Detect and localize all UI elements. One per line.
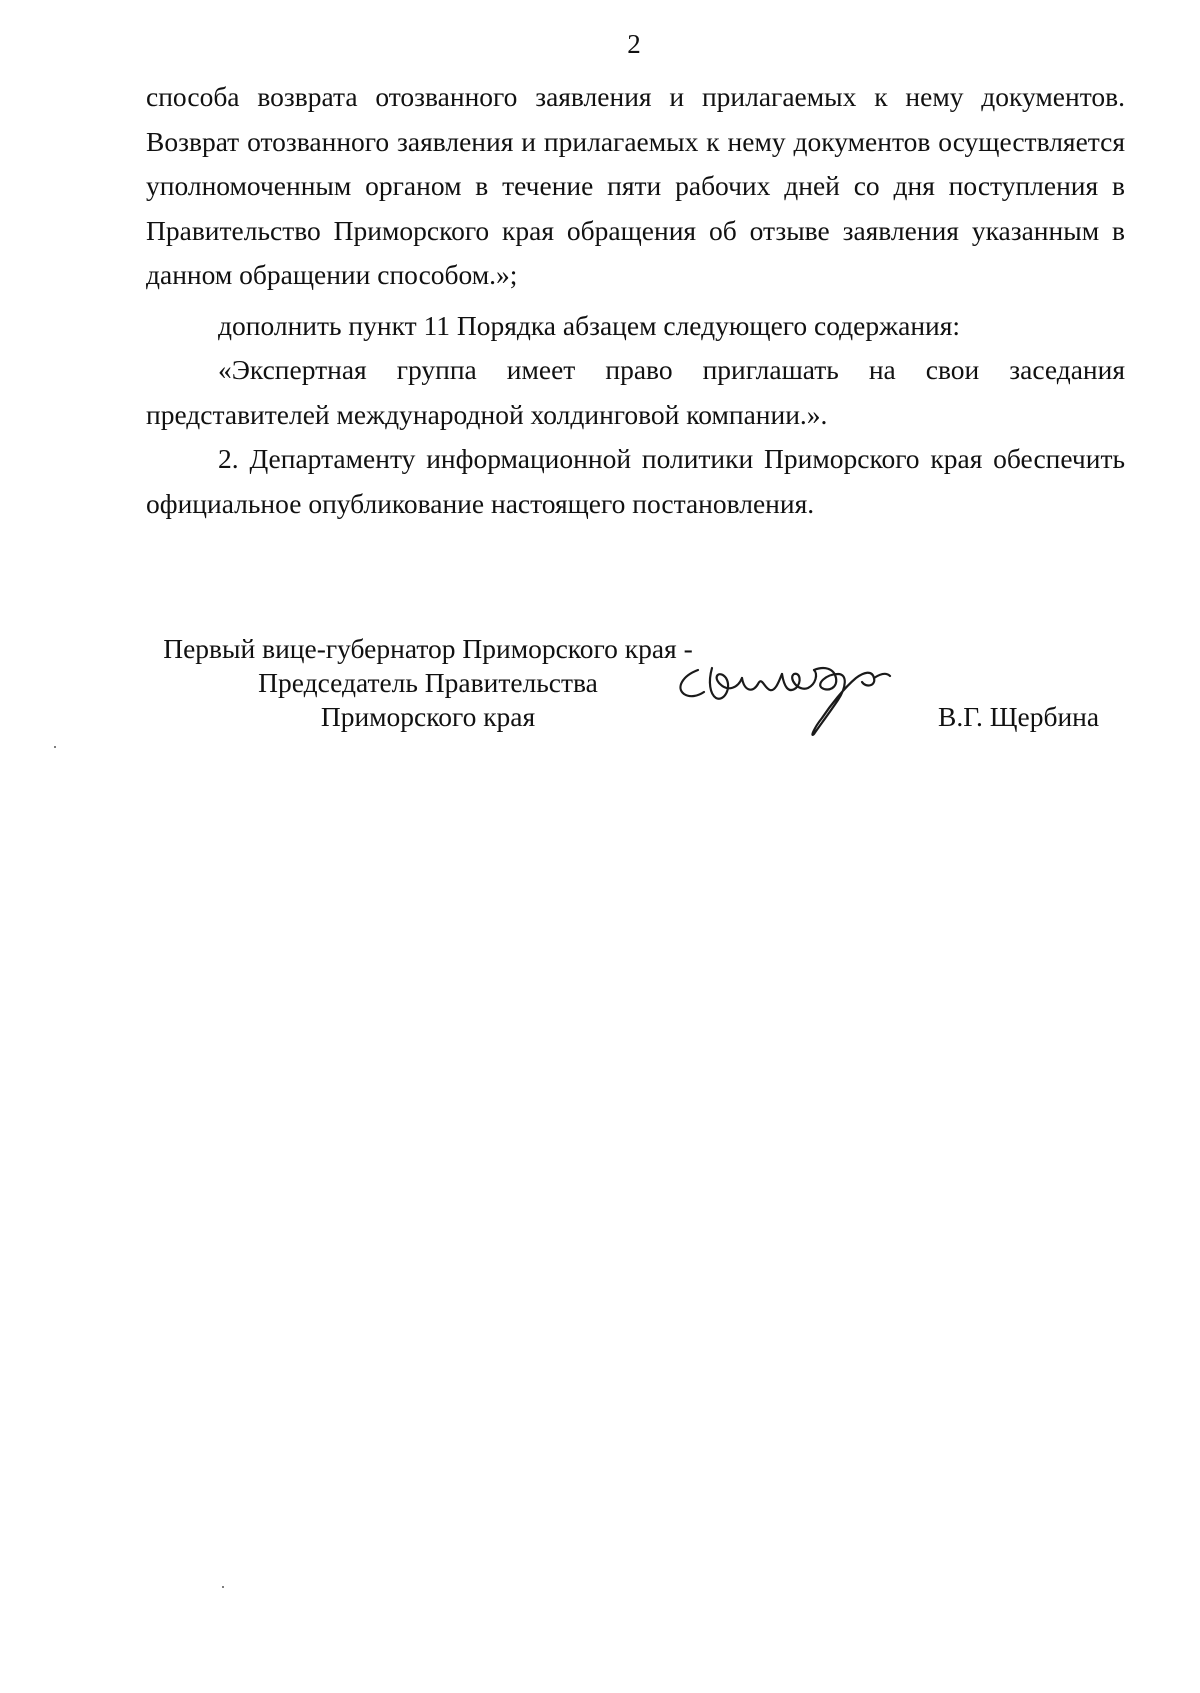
signatory-name: В.Г. Щербина [938, 701, 1100, 732]
signatory-title-line-2: Председатель Правительства [258, 667, 598, 698]
paragraph-expert-group: «Экспертная группа имеет право приглашать на свои заседания представителей международной холдинговой компании.». [146, 354, 1125, 430]
scan-speck [222, 1586, 224, 1588]
document-body [146, 75, 1125, 526]
paragraph-return-of-application: способа возврата отозванного заявления и прилагаемых к нему документов. Возврат отозванного заявления и прилагаемых к нему документов осуществляется уполномоченным органом в течение пяти рабочих дней со дня поступления в Правительство Приморского края обращения об отзыве заявления указанным в данном обращении способом.»; [146, 81, 1125, 290]
paragraph-publication: 2. Департаменту информационной политики Приморского края обеспечить официальное опубликование настоящего постановления. [146, 443, 1125, 519]
signatory-title-line-3: Приморского края [320, 701, 536, 732]
scan-speck [54, 746, 56, 748]
page-number: 2 [627, 29, 641, 59]
signatory-title [148, 632, 708, 734]
handwritten-signature [668, 648, 918, 740]
signatory-title-line-1: Первый вице-губернатор Приморского края - [163, 633, 693, 664]
signature-block [148, 632, 1148, 742]
paragraph-amend-point-11: дополнить пункт 11 Порядка абзацем следующего содержания: [218, 309, 961, 341]
